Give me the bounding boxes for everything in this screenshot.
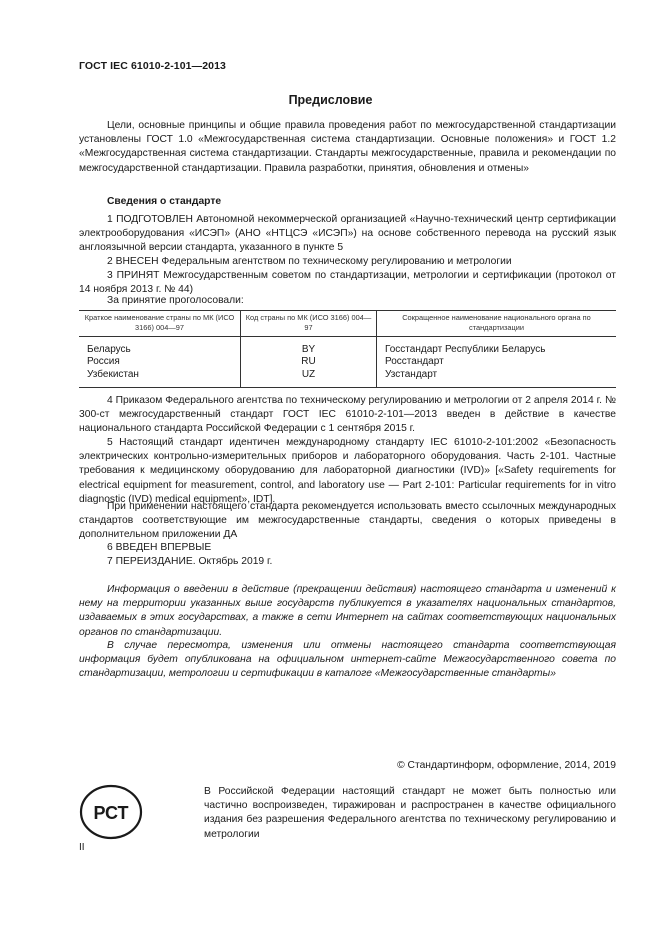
section-title: Сведения о стандарте: [107, 196, 222, 207]
table-cell-code: RU: [241, 356, 377, 368]
table-cell-body: Госстандарт Республики Беларусь: [377, 337, 617, 357]
item-6: 6 ВВЕДЕН ВПЕРВЫЕ: [107, 542, 212, 553]
table-cell-code: UZ: [241, 369, 377, 388]
copyright: © Стандартинформ, оформление, 2014, 2019: [397, 760, 616, 771]
table-header-country: Краткое наименование страны по МК (ИСО 3166) 004—97: [79, 311, 241, 337]
item-1: 1 ПОДГОТОВЛЕН Автономной некоммерческой организацией «Научно-технический центр сертификации электрооборудования «ИСЭП» (АНО «НТЦСЭ «ИСЭП») на основе собственного перевода на русский язык англоязычной версии стандарта, указанного в пункте 5: [79, 214, 616, 254]
logo-text: РСТ: [93, 803, 129, 823]
item-4: 4 Приказом Федерального агентства по техническому регулированию и метрологии от 2 апреля 2014 г. № 300-ст межгосударственный стандарт ГОСТ IEC 61010-2-101—2013 введен в действие в качестве национального стандарта Российской Федерации с 1 сентября 2015 г.: [79, 395, 616, 435]
item-3: 3 ПРИНЯТ Межгосударственным советом по стандартизации, метрологии и сертификации (протокол от 14 ноября 2013 г. № 44): [79, 270, 616, 296]
item-7: 7 ПЕРЕИЗДАНИЕ. Октябрь 2019 г.: [107, 556, 273, 567]
table-header-row: [79, 311, 616, 337]
table-row: [79, 369, 616, 388]
intro-paragraph: Цели, основные принципы и общие правила проведения работ по межгосударственной стандартизации установлены ГОСТ 1.0 «Межгосударственная система стандартизации. Основные положения» и ГОСТ 1.2 «Межгосударственная система стандартизации. Стандарты межгосударственные, правила и рекомендации по межгосударственной стандартизации. Правила разработки, принятия, обновления и отмены»: [79, 120, 616, 174]
rights-notice: В Российской Федерации настоящий стандарт не может быть полностью или частично воспроизведен, тиражирован и распространен в качестве официального издания без разрешения Федерального агентства по техническому регулированию и метрологии: [204, 786, 616, 840]
item-2: 2 ВНЕСЕН Федеральным агентством по техническому регулированию и метрологии: [107, 256, 512, 267]
table-cell-country: Беларусь: [87, 344, 131, 355]
info-note-1: Информация о введении в действие (прекращении действия) настоящего стандарта и изменений к нему на территории указанных выше государств публикуется в указателях национальных стандартов, издаваемых в этих государствах, а также в сети Интернет на сайтах соответствующих национальных органов по стандартизации.: [79, 584, 616, 638]
countries-table: [79, 310, 616, 388]
table-cell-country: Россия: [87, 356, 120, 368]
table-cell-code: BY: [241, 337, 377, 357]
item-5-note: При применении настоящего стандарта рекомендуется использовать вместо ссылочных международных стандартов соответствующие им межгосударственные стандарты, сведения о которых приведены в дополнительном приложении ДА: [79, 501, 616, 541]
table-cell-country: Узбекистан: [79, 369, 241, 388]
table-header-body: Сокращенное наименование национального органа по стандартизации: [377, 311, 617, 337]
table-cell-body: Росстандарт: [377, 356, 617, 368]
table-header-code: Код страны по МК (ИСО 3166) 004—97: [241, 311, 377, 337]
info-note-2: В случае пересмотра, изменения или отмены настоящего стандарта соответствующая информация будет опубликована на официальном интернет-сайте Межгосударственного совета по стандартизации, метрологии и сертификации в каталоге «Межгосударственные стандарты»: [79, 640, 616, 680]
page-title: Предисловие: [288, 93, 373, 107]
page-number: II: [79, 842, 85, 853]
item-5: 5 Настоящий стандарт идентичен международному стандарту IEC 61010-2-101:2002 «Безопасность электрических контрольно-измерительных приборов и лабораторного оборудования. Часть 2-101. Частные требования к медицинскому оборудованию для лабораторной диагностики (IVD)» [«Safety requirements for electrical equipment for measurement, control, and laboratory use — Part 2-101: Particular requirements for in vitro diagnostic (IVD) medical equipment», IDT].: [79, 437, 616, 505]
table-row: [79, 356, 616, 368]
rst-logo-icon: [79, 784, 143, 840]
standard-number: ГОСТ IEC 61010-2-101—2013: [79, 60, 226, 72]
table-cell-body: Узстандарт: [377, 369, 617, 388]
voted-label: За принятие проголосовали:: [107, 295, 244, 306]
table-row: [79, 337, 616, 357]
